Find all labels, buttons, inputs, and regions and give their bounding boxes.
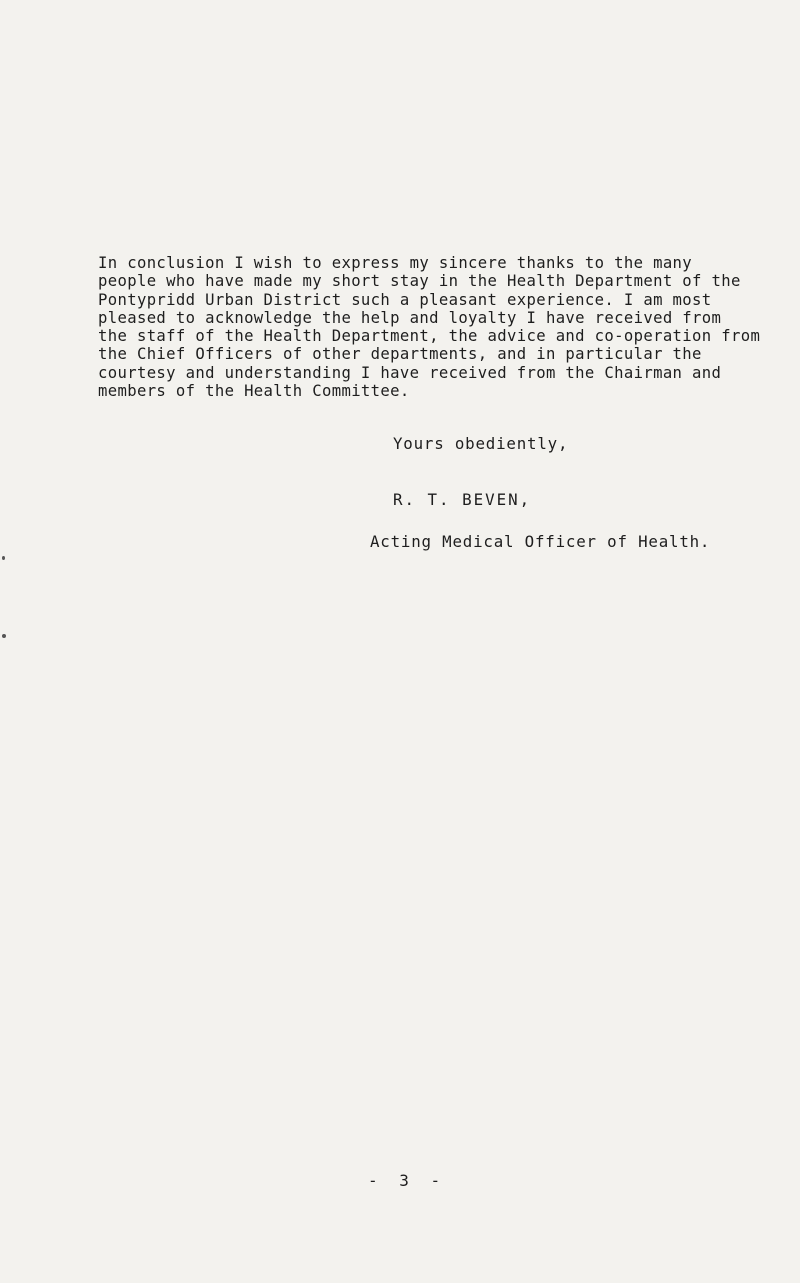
paragraph-line: members of the Health Committee. xyxy=(98,382,410,401)
paragraph-line: pleased to acknowledge the help and loyalty I have received from xyxy=(98,308,722,327)
scan-speck xyxy=(2,634,6,638)
signatory-name: R. T. BEVEN, xyxy=(393,490,532,509)
paragraph-line: In conclusion I wish to express my sincere thanks to the many xyxy=(98,254,693,272)
valediction: Yours obediently, xyxy=(393,434,569,453)
scan-speck xyxy=(2,556,5,560)
paragraph-line: people who have made my short stay in the Health Department of the xyxy=(98,272,741,291)
paragraph-line: Pontypridd Urban District such a pleasant experience. I am most xyxy=(98,290,712,309)
paragraph-line: courtesy and understanding I have received from the Chairman and xyxy=(98,363,722,382)
page-number: - 3 - xyxy=(368,1171,447,1190)
paragraph-line: the Chief Officers of other departments, and in particular the xyxy=(98,345,702,364)
closing-paragraph xyxy=(98,254,800,400)
paragraph-line: the staff of the Health Department, the advice and co-operation from xyxy=(98,327,761,346)
signatory-title: Acting Medical Officer of Health. xyxy=(370,532,711,551)
